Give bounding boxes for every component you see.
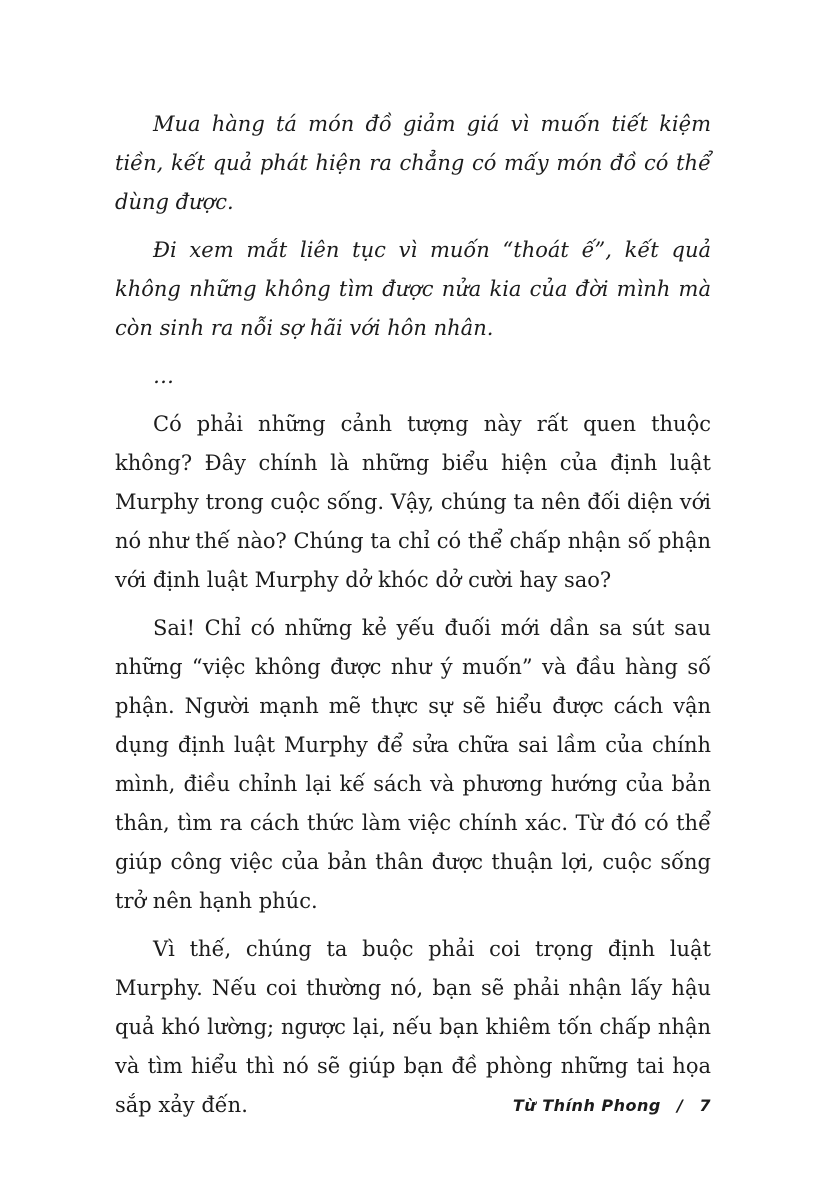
page-footer [513, 1096, 711, 1115]
footer-separator: / [676, 1096, 684, 1115]
page-content [115, 105, 711, 1134]
body-paragraph: Có phải những cảnh tượng này rất quen thuộc không? Đây chính là những biểu hiện của định luật Murphy trong cuộc sống. Vậy, chúng ta nên đối diện với nó như thế nào? Chúng ta chỉ có thể chấp nhận số phận với định luật Murphy dở khóc dở cười hay sao? [115, 412, 711, 592]
body-paragraph: Đi xem mắt liên tục vì muốn “thoát ế”, kết quả không những không tìm được nửa kia của đời mình mà còn sinh ra nỗi sợ hãi với hôn nhân. [115, 238, 711, 340]
body-paragraph: Sai! Chỉ có những kẻ yếu đuối mới dần sa sút sau những “việc không được như ý muốn” và đầu hàng số phận. Người mạnh mẽ thực sự sẽ hiểu được cách vận dụng định luật Murphy để sửa chữa sai lầm của chính mình, điều chỉnh lại kế sách và phương hướng của bản thân, tìm ra cách thức làm việc chính xác. Từ đó có thể giúp công việc của bản thân được thuận lợi, cuộc sống trở nên hạnh phúc. [115, 616, 711, 913]
body-paragraph: Mua hàng tá món đồ giảm giá vì muốn tiết kiệm tiền, kết quả phát hiện ra chẳng có mấy món đồ có thể dùng được. [115, 112, 711, 214]
ellipsis-paragraph: … [153, 364, 174, 388]
body-paragraph: Vì thế, chúng ta buộc phải coi trọng định luật Murphy. Nếu coi thường nó, bạn sẽ phải nhận lấy hậu quả khó lường; ngược lại, nếu bạn khiêm tốn chấp nhận và tìm hiểu thì nó sẽ giúp bạn đề phòng những tai họa sắp xảy đến. [115, 937, 711, 1117]
footer-author: Từ Thính Phong [512, 1096, 661, 1115]
footer-page-number: 7 [699, 1096, 711, 1115]
